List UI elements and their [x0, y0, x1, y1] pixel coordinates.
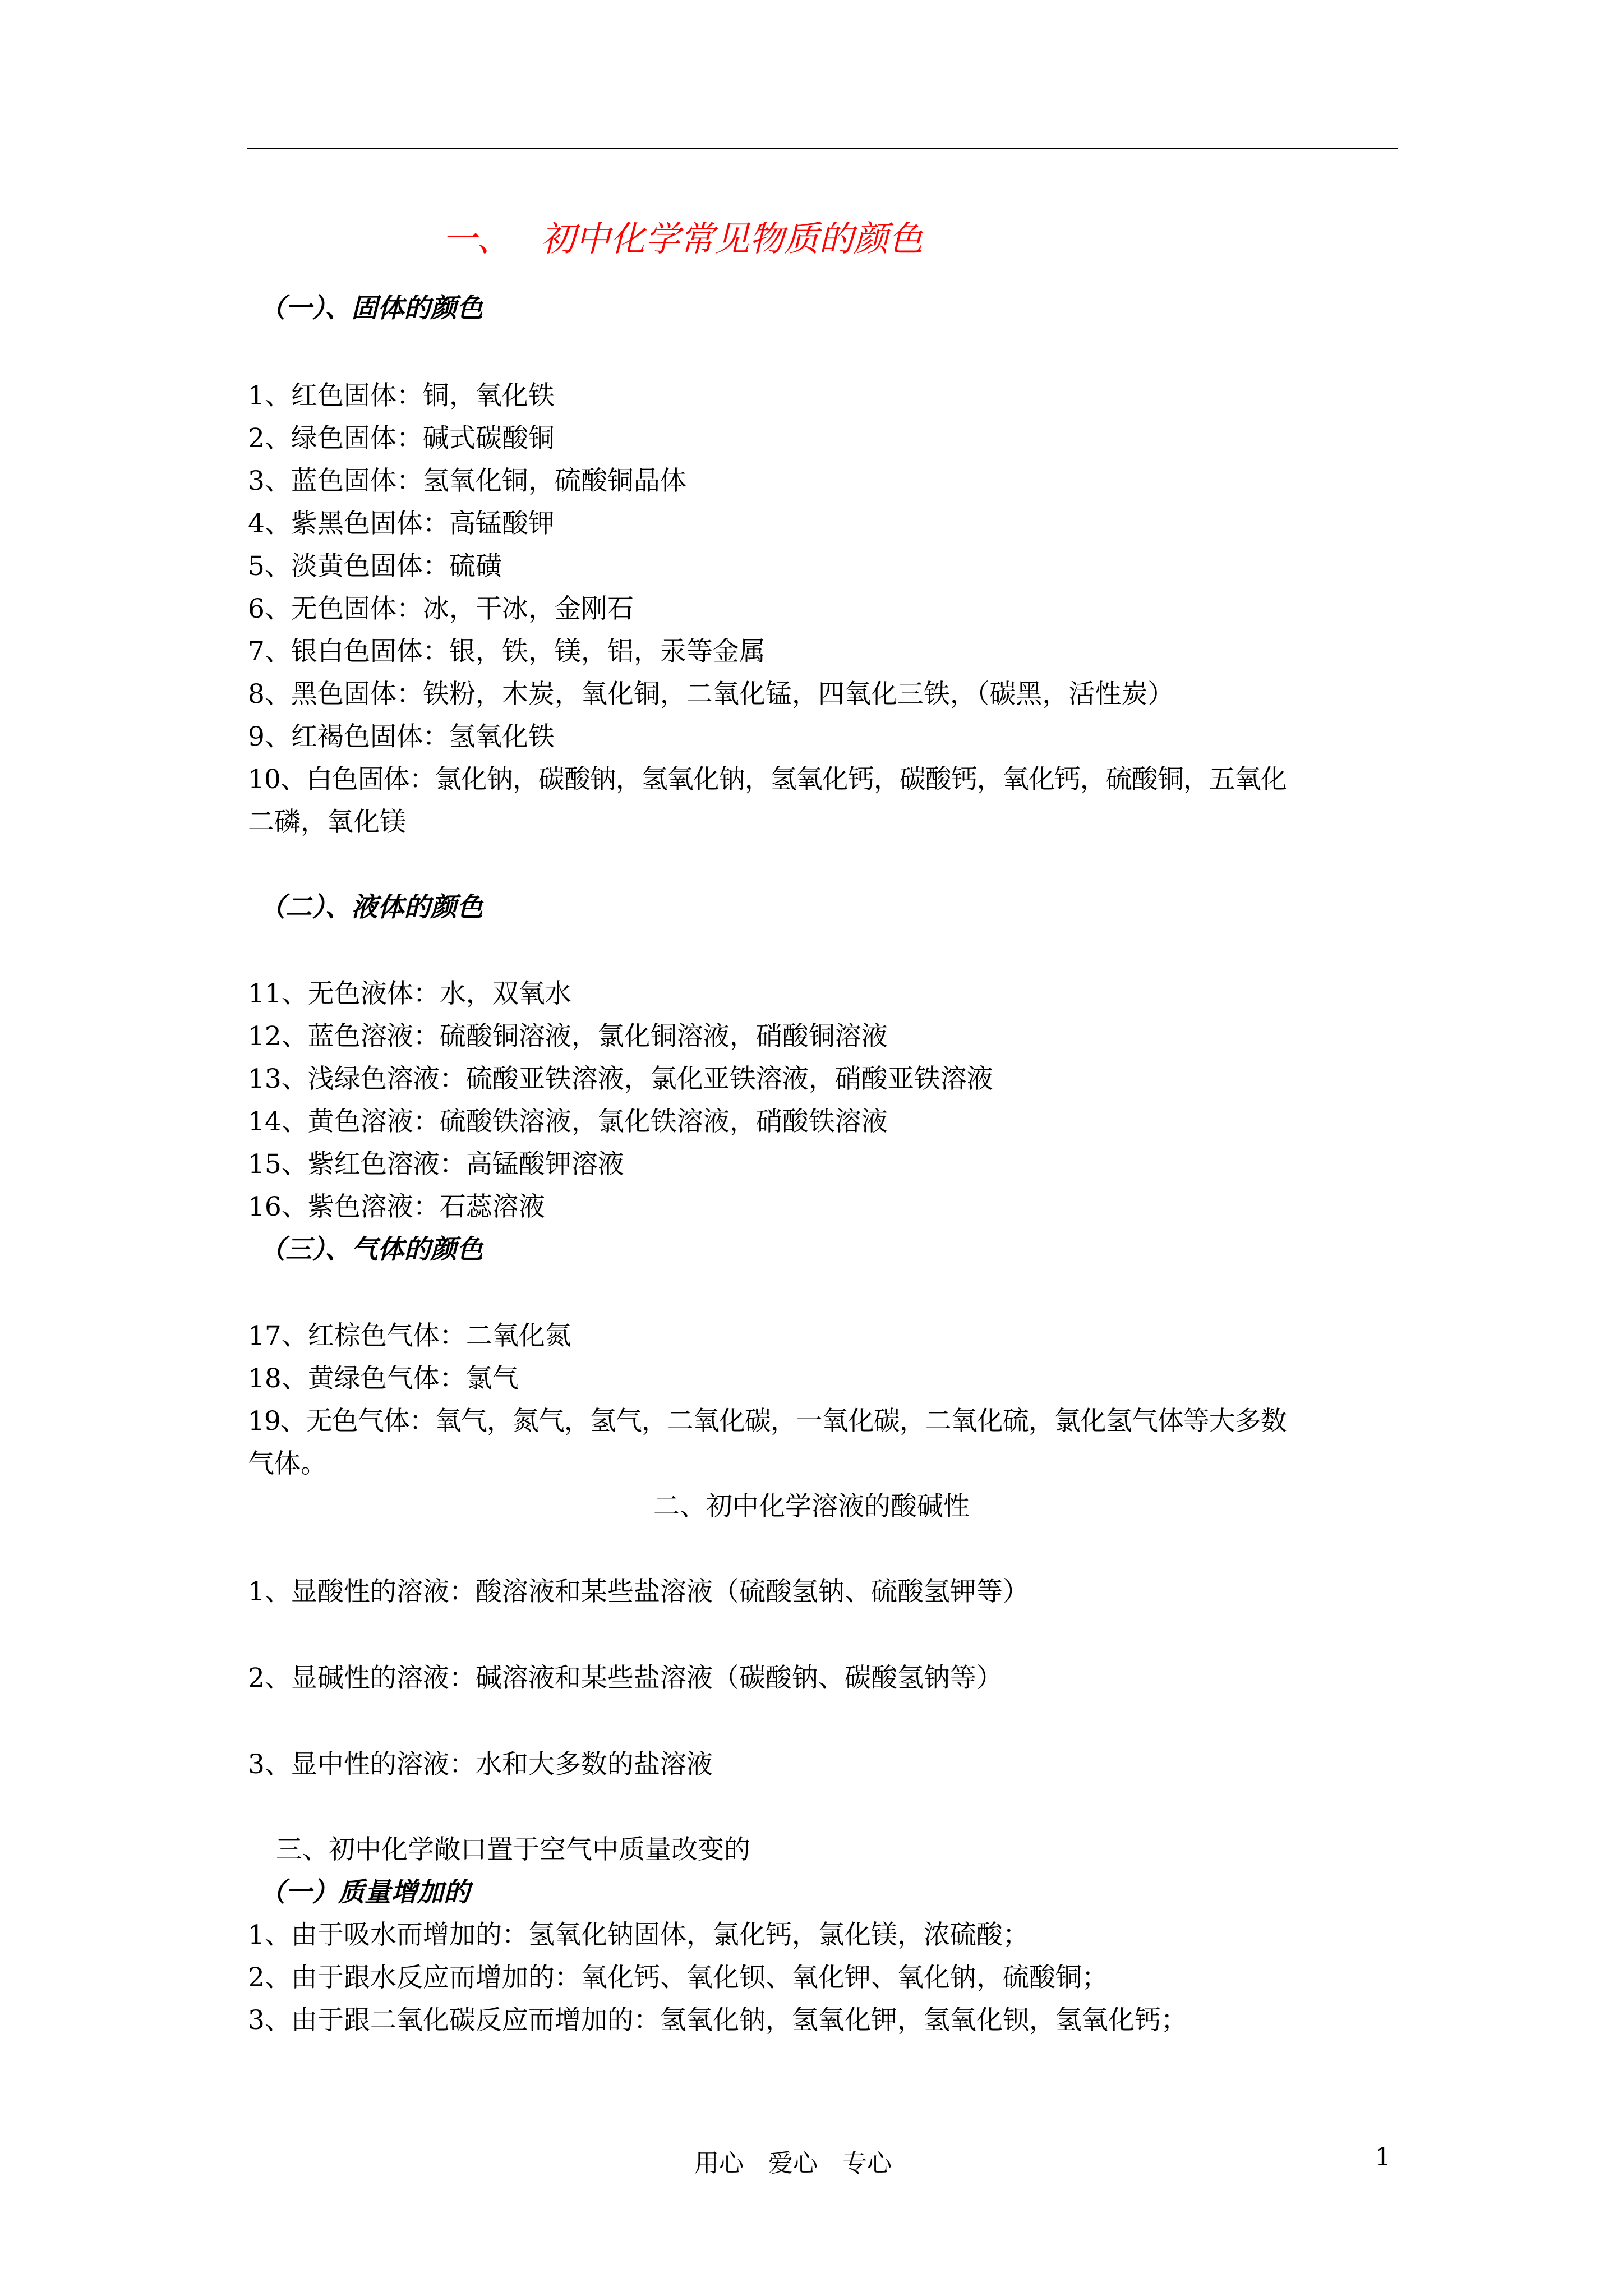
- list-item-continuation: 二磷，氧化镁: [248, 807, 406, 838]
- section-heading-acidity: 二、初中化学溶液的酸碱性: [653, 1491, 970, 1522]
- list-item: 17、红棕色气体：二氧化氮: [248, 1320, 571, 1351]
- list-item: 15、紫红色溶液：高锰酸钾溶液: [248, 1149, 624, 1180]
- list-item: 1、由于吸水而增加的：氢氧化钠固体，氯化钙，氯化镁，浓硫酸；: [248, 1920, 1029, 1950]
- list-item: 6、无色固体：冰，干冰，金刚石: [248, 593, 634, 624]
- page-title: [442, 211, 923, 261]
- section-heading-mass-change: 三、初中化学敞口置于空气中质量改变的: [276, 1834, 750, 1865]
- page-number: 1: [1375, 2143, 1391, 2171]
- list-item: 8、黑色固体：铁粉，木炭，氧化铜，二氧化锰，四氧化三铁，（碳黑，活性炭）: [248, 679, 1174, 710]
- list-item: 3、由于跟二氧化碳反应而增加的：氢氧化钠，氢氧化钾，氢氧化钡，氢氧化钙；: [248, 2005, 1187, 2036]
- list-item: 5、淡黄色固体：硫磺: [248, 551, 502, 582]
- title-text: 初中化学常见物质的颜色: [541, 218, 924, 259]
- subheading-mass-increase: （一）质量增加的: [259, 1877, 470, 1908]
- list-item: 13、浅绿色溶液：硫酸亚铁溶液，氯化亚铁溶液，硝酸亚铁溶液: [248, 1064, 993, 1094]
- list-item: 2、绿色固体：碱式碳酸铜: [248, 423, 555, 454]
- list-item: 19、无色气体：氧气，氮气，氢气，二氧化碳，一氧化碳，二氧化硫，氯化氢气体等大多数: [248, 1406, 1287, 1437]
- list-item: 12、蓝色溶液：硫酸铜溶液，氯化铜溶液，硝酸铜溶液: [248, 1021, 888, 1052]
- list-item: 9、红褐色固体：氢氧化铁: [248, 721, 555, 752]
- header-rule: [247, 148, 1398, 149]
- subheading-liquids: （二）、液体的颜色: [259, 892, 483, 923]
- list-item: 3、蓝色固体：氢氧化铜，硫酸铜晶体: [248, 466, 686, 496]
- list-item: 14、黄色溶液：硫酸铁溶液，氯化铁溶液，硝酸铁溶液: [248, 1106, 888, 1137]
- list-item: 18、黄绿色气体：氯气: [248, 1363, 519, 1394]
- list-item: 11、无色液体：水，双氧水: [248, 978, 571, 1009]
- list-item: 10、白色固体：氯化钠，碳酸钠，氢氧化钠，氢氧化钙，碳酸钙，氧化钙，硫酸铜，五氧化: [248, 764, 1287, 795]
- list-item: 7、银白色固体：银，铁，镁，铝，汞等金属: [248, 636, 766, 667]
- list-item: 2、显碱性的溶液：碱溶液和某些盐溶液（碳酸钠、碳酸氢钠等）: [248, 1663, 1003, 1694]
- list-item: 2、由于跟水反应而增加的：氧化钙、氧化钡、氧化钾、氧化钠，硫酸铜；: [248, 1962, 1108, 1993]
- list-item: 1、红色固体：铜，氧化铁: [248, 380, 555, 411]
- list-item: 4、紫黑色固体：高锰酸钾: [248, 508, 555, 539]
- title-number: 一、: [442, 218, 512, 259]
- list-item-continuation: 气体。: [248, 1448, 327, 1479]
- list-item: 3、显中性的溶液：水和大多数的盐溶液: [248, 1749, 713, 1780]
- list-item: 1、显酸性的溶液：酸溶液和某些盐溶液（硫酸氢钠、硫酸氢钾等）: [248, 1576, 1029, 1607]
- subheading-solids: （一）、固体的颜色: [259, 293, 483, 324]
- list-item: 16、紫色溶液：石蕊溶液: [248, 1191, 545, 1222]
- footer-motto: 用心 爱心 专心: [694, 2149, 892, 2178]
- subheading-gases: （三）、气体的颜色: [259, 1234, 483, 1265]
